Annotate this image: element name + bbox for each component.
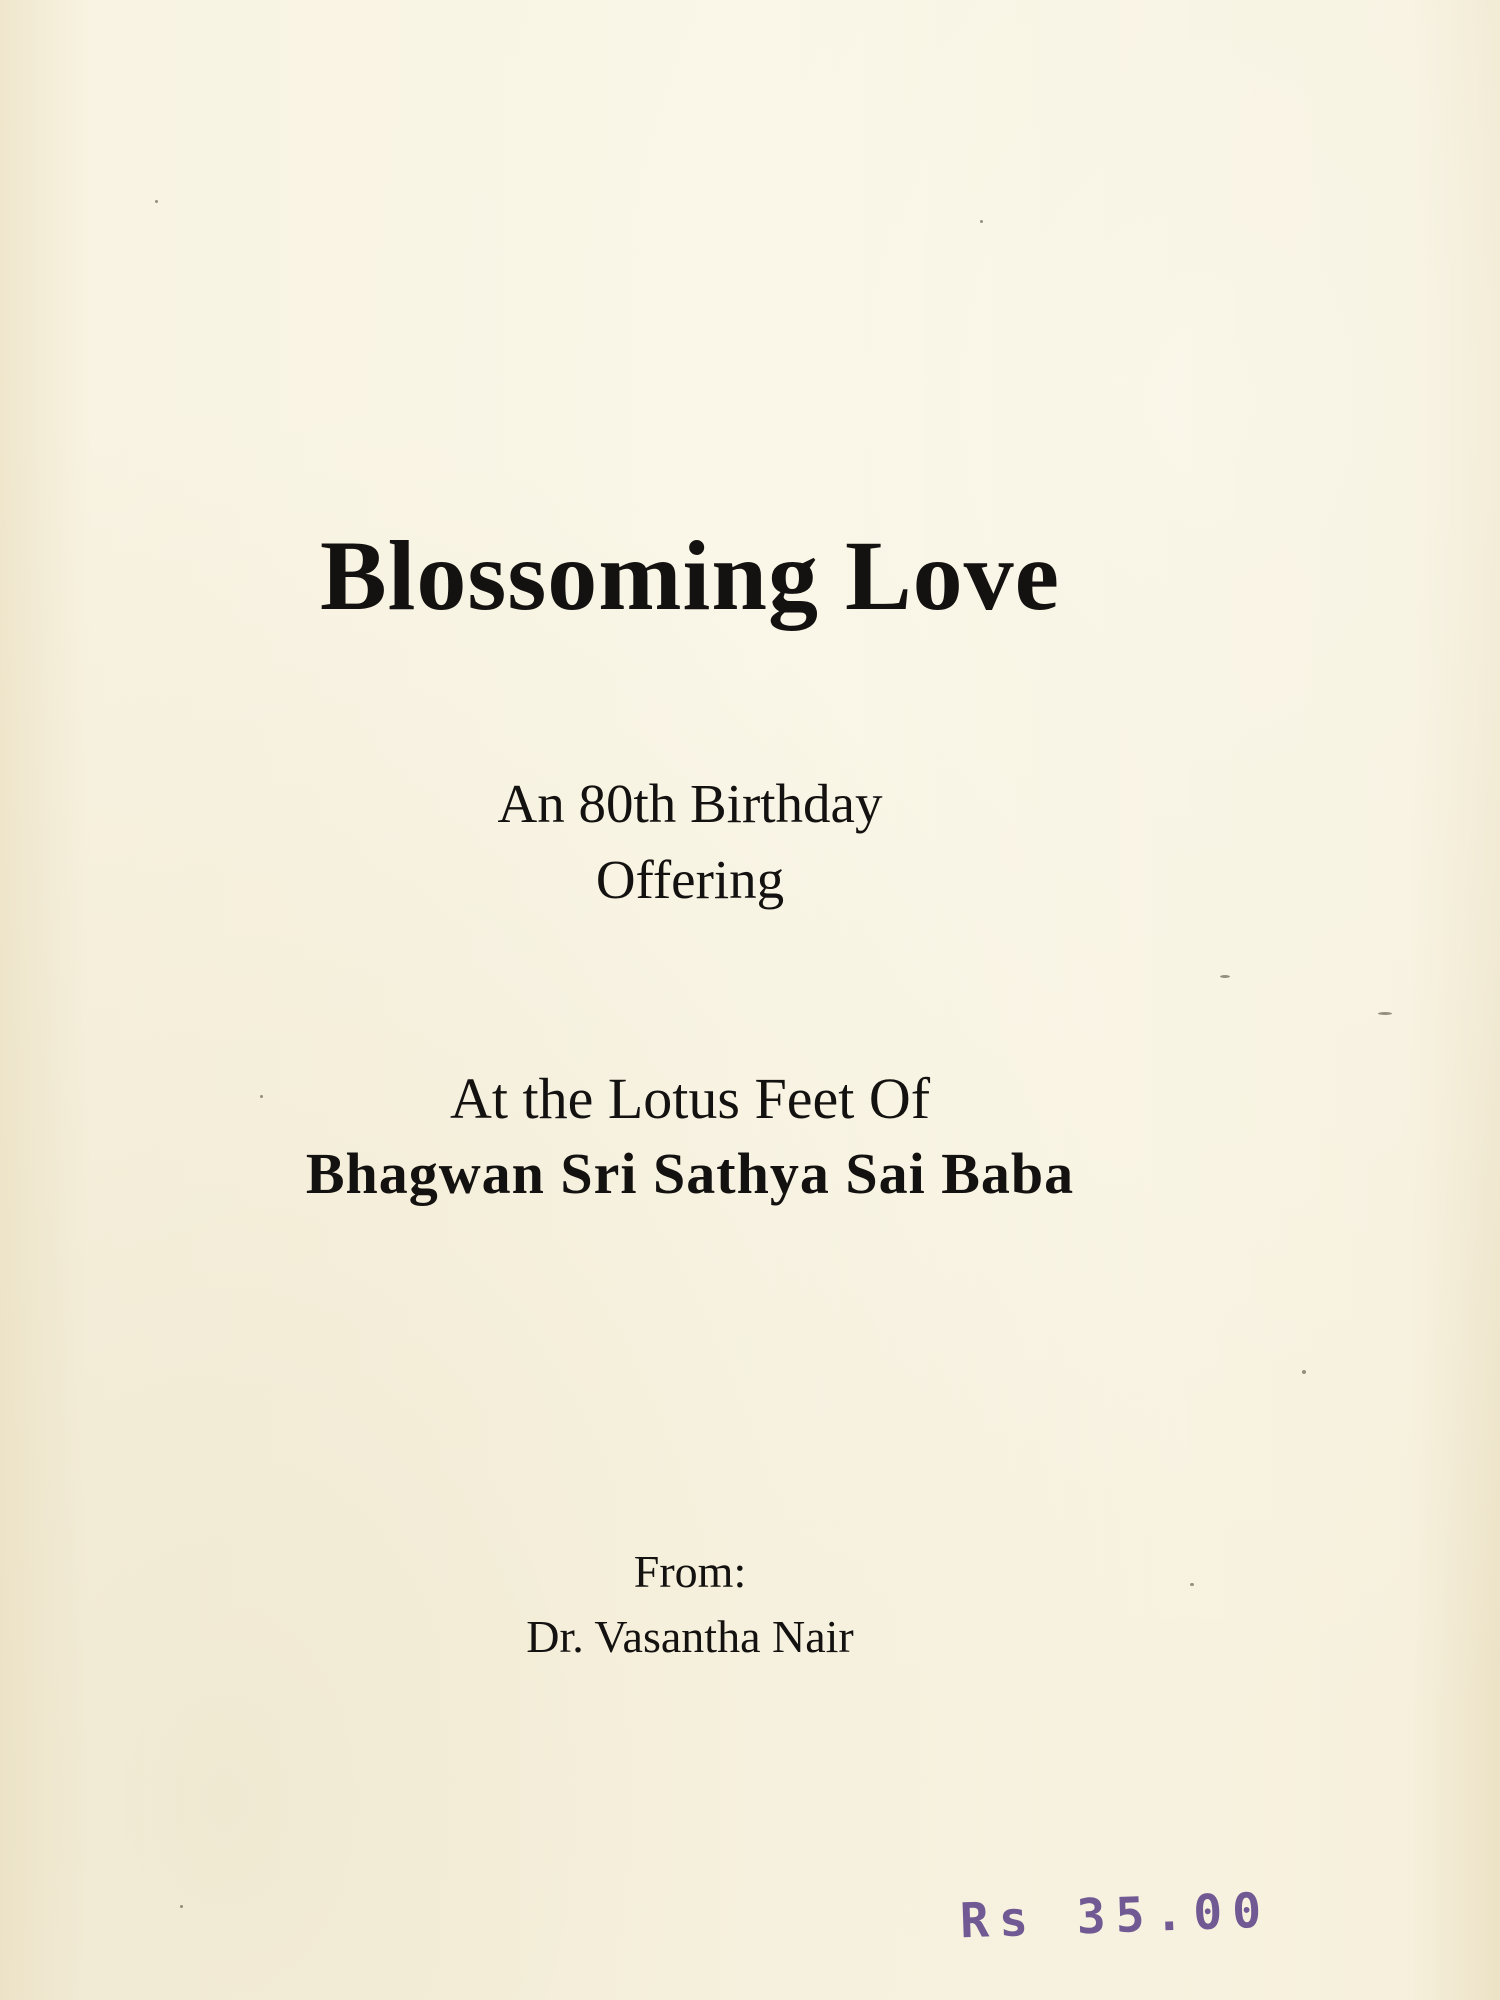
subtitle-line-2: Offering — [595, 849, 785, 910]
paper-speck — [180, 1905, 183, 1908]
author-name: Dr. Vasantha Nair — [526, 1611, 854, 1662]
from-label: From: — [633, 1546, 747, 1597]
price-stamp: Rs 35.00 — [959, 1882, 1273, 1950]
paper-speck — [1302, 1370, 1306, 1374]
book-title: Blossoming Love — [319, 520, 1061, 631]
paper-speck — [1378, 1012, 1392, 1015]
paper-speck — [980, 220, 983, 223]
paper-speck — [1220, 975, 1230, 978]
paper-speck — [155, 200, 158, 203]
paper-speck — [260, 1095, 263, 1098]
paper-speck — [1190, 1583, 1194, 1586]
subtitle-line-1: An 80th Birthday — [497, 773, 883, 834]
dedication-line-2: Bhagwan Sri Sathya Sai Baba — [305, 1141, 1075, 1206]
dedication-line-1: At the Lotus Feet Of — [449, 1066, 931, 1131]
